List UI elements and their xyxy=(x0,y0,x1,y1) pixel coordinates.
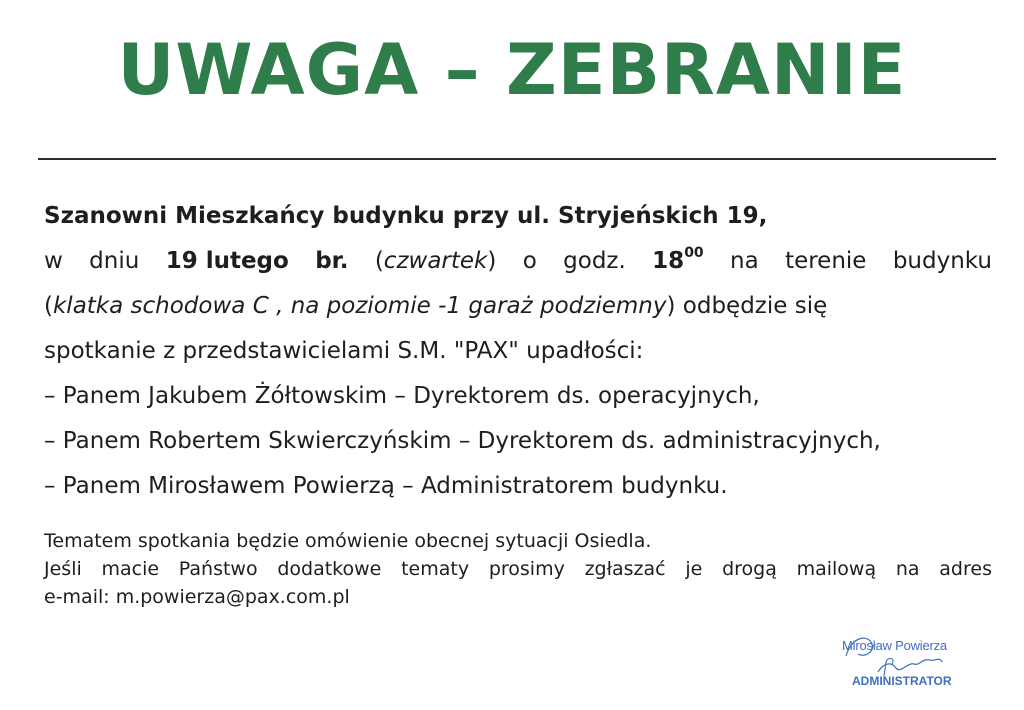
meeting-location-line xyxy=(44,284,992,329)
contact-word: macie xyxy=(101,558,160,580)
divider xyxy=(38,158,996,160)
word: dniu xyxy=(89,248,140,274)
contact-word: zgłaszać xyxy=(584,558,666,580)
contact-word: je xyxy=(685,558,703,580)
meeting-date-line xyxy=(44,239,992,284)
word: godz. xyxy=(563,248,626,274)
word: w xyxy=(44,248,63,274)
meeting-time xyxy=(652,239,704,284)
word: na xyxy=(730,248,759,274)
contact-word: Jeśli xyxy=(44,558,82,580)
attendee-item: – Panem Robertem Skwierczyńskim – Dyrektorem ds. administracyjnych, xyxy=(44,428,881,454)
meeting-location: klatka schodowa C , na poziomie -1 garaż podziemny xyxy=(52,293,667,319)
greeting: Szanowni Mieszkańcy budynku przy ul. Stryjeńskich 19, xyxy=(44,203,768,229)
contact-word: tematy xyxy=(401,558,470,580)
stamp-role: ADMINISTRATOR xyxy=(852,674,952,688)
weekday xyxy=(375,239,497,284)
paren: ) xyxy=(487,248,497,274)
attendee-item: – Panem Jakubem Żółtowskim – Dyrektorem ds. operacyjnych, xyxy=(44,383,760,409)
contact-word: adres xyxy=(939,558,992,580)
notice-body xyxy=(44,194,992,509)
word: o xyxy=(522,248,537,274)
location-line-rest: odbędzie się xyxy=(675,293,828,319)
contact-line xyxy=(44,555,992,583)
contact-word: mailową xyxy=(796,558,877,580)
attendee-item: – Panem Mirosławem Powierzą – Administratorem budynku. xyxy=(44,473,728,499)
notice-title: UWAGA – ZEBRANIE xyxy=(117,29,907,111)
paren: ) xyxy=(666,293,676,319)
meeting-minutes: 00 xyxy=(684,245,704,262)
word: budynku xyxy=(892,248,992,274)
contact-word: prosimy xyxy=(488,558,565,580)
contact-word: dodatkowe xyxy=(277,558,382,580)
word: terenie xyxy=(785,248,867,274)
word: br. xyxy=(315,248,349,274)
topic-line: Tematem spotkania będzie omówienie obecnej sytuacji Osiedla. xyxy=(44,530,652,552)
email-line: e-mail: m.powierza@pax.com.pl xyxy=(44,586,350,608)
paren: ( xyxy=(44,293,53,319)
weekday-name: czwartek xyxy=(383,248,488,274)
footer-note xyxy=(44,527,992,611)
contact-word: na xyxy=(895,558,920,580)
contact-word: drogą xyxy=(722,558,777,580)
meeting-date: 19 lutego xyxy=(165,248,289,274)
intro-line: spotkanie z przedstawicielami S.M. "PAX" upadłości: xyxy=(44,338,644,364)
administrator-stamp xyxy=(842,632,972,692)
meeting-hour: 18 xyxy=(652,248,685,274)
stamp-name: Mirosław Powierza xyxy=(842,638,947,653)
contact-word: Państwo xyxy=(178,558,258,580)
paren: ( xyxy=(374,248,384,274)
